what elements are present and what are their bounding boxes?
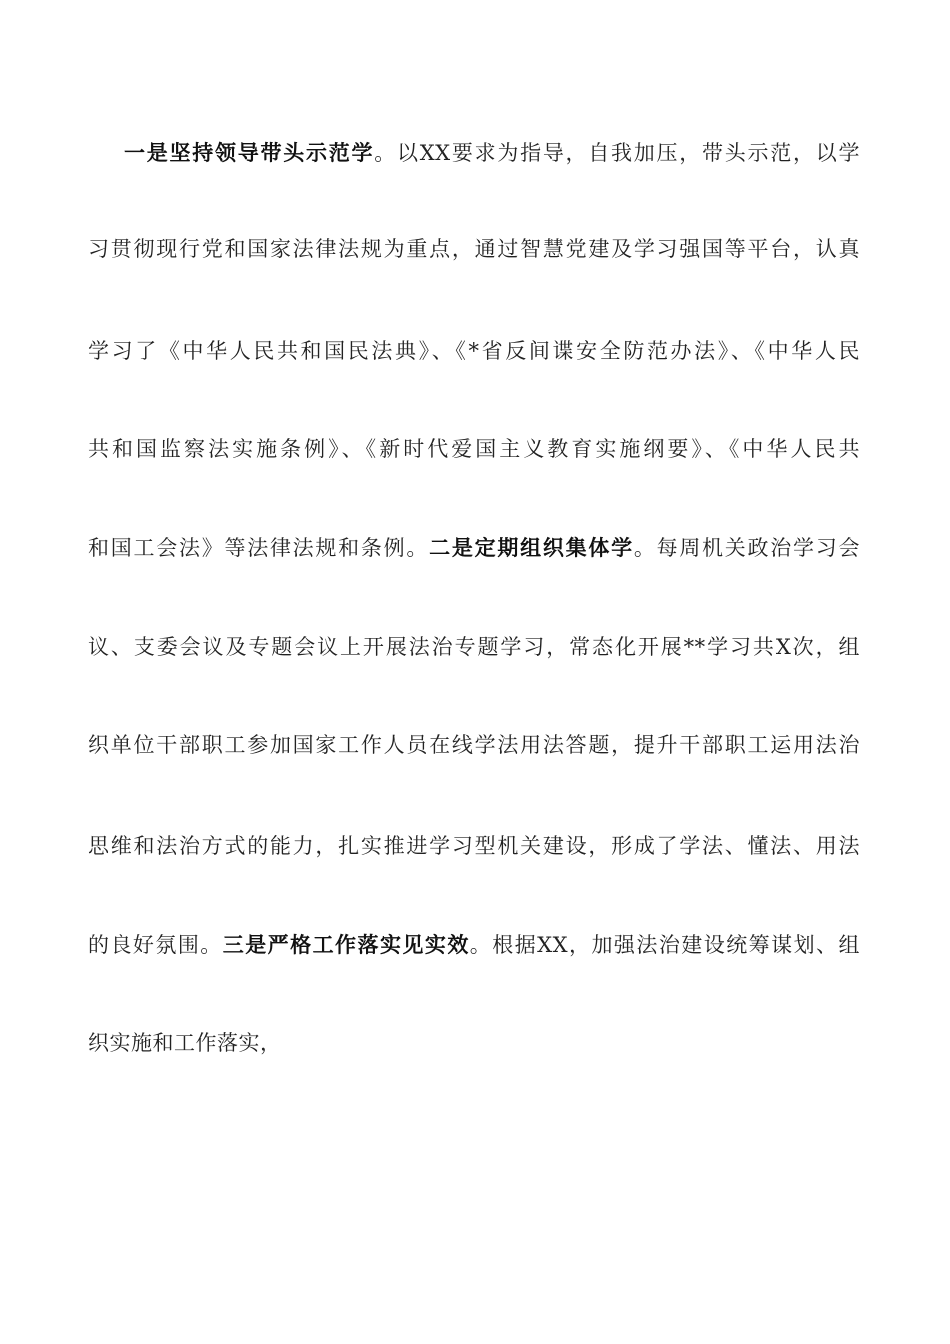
line-text-8: 思维和法治方式的能力，扎实推进学习型机关建设，形成了学法、懂法、用法 bbox=[88, 834, 860, 858]
paragraph-line-3 bbox=[88, 334, 860, 368]
line-text-1: 。以XX要求为指导，自我加压，带头示范，以学 bbox=[374, 141, 861, 165]
line-text-9: 。根据XX，加强法治建设统筹谋划、组 bbox=[469, 933, 860, 957]
paragraph-line-10 bbox=[88, 1026, 860, 1060]
paragraph-line-7 bbox=[88, 728, 860, 762]
line-text-4: 共和国监察法实施条例》、《新时代爱国主义教育实施纲要》、《中华人民共 bbox=[88, 437, 860, 461]
line-pre-9: 的良好氛围。 bbox=[88, 933, 223, 957]
heading-phrase-2: 二是定期组织集体学 bbox=[429, 535, 634, 560]
paragraph-line-2 bbox=[88, 232, 860, 266]
heading-phrase-3: 三是严格工作落实见实效 bbox=[222, 932, 470, 957]
paragraph-line-8 bbox=[88, 829, 860, 863]
paragraph-line-5 bbox=[88, 531, 860, 565]
line-text-5: 。每周机关政治学习会 bbox=[633, 536, 861, 560]
heading-phrase-1: 一是坚持领导带头示范学 bbox=[124, 140, 375, 165]
paragraph-line-9 bbox=[88, 928, 860, 962]
line-text-7: 织单位干部职工参加国家工作人员在线学法用法答题，提升干部职工运用法治 bbox=[88, 733, 860, 757]
line-text-2: 习贯彻现行党和国家法律法规为重点，通过智慧党建及学习强国等平台，认真 bbox=[88, 237, 860, 261]
line-text-10: 织实施和工作落实， bbox=[88, 1031, 282, 1055]
paragraph-line-1 bbox=[124, 136, 860, 170]
line-text-3: 学习了《中华人民共和国民法典》、《*省反间谍安全防范办法》、《中华人民 bbox=[88, 339, 860, 363]
line-pre-5: 和国工会法》等法律法规和条例。 bbox=[88, 536, 430, 560]
paragraph-line-4 bbox=[88, 432, 860, 466]
paragraph-line-6 bbox=[88, 630, 860, 664]
line-text-6: 议、支委会议及专题会议上开展法治专题学习，常态化开展**学习共X次，组 bbox=[88, 635, 860, 659]
